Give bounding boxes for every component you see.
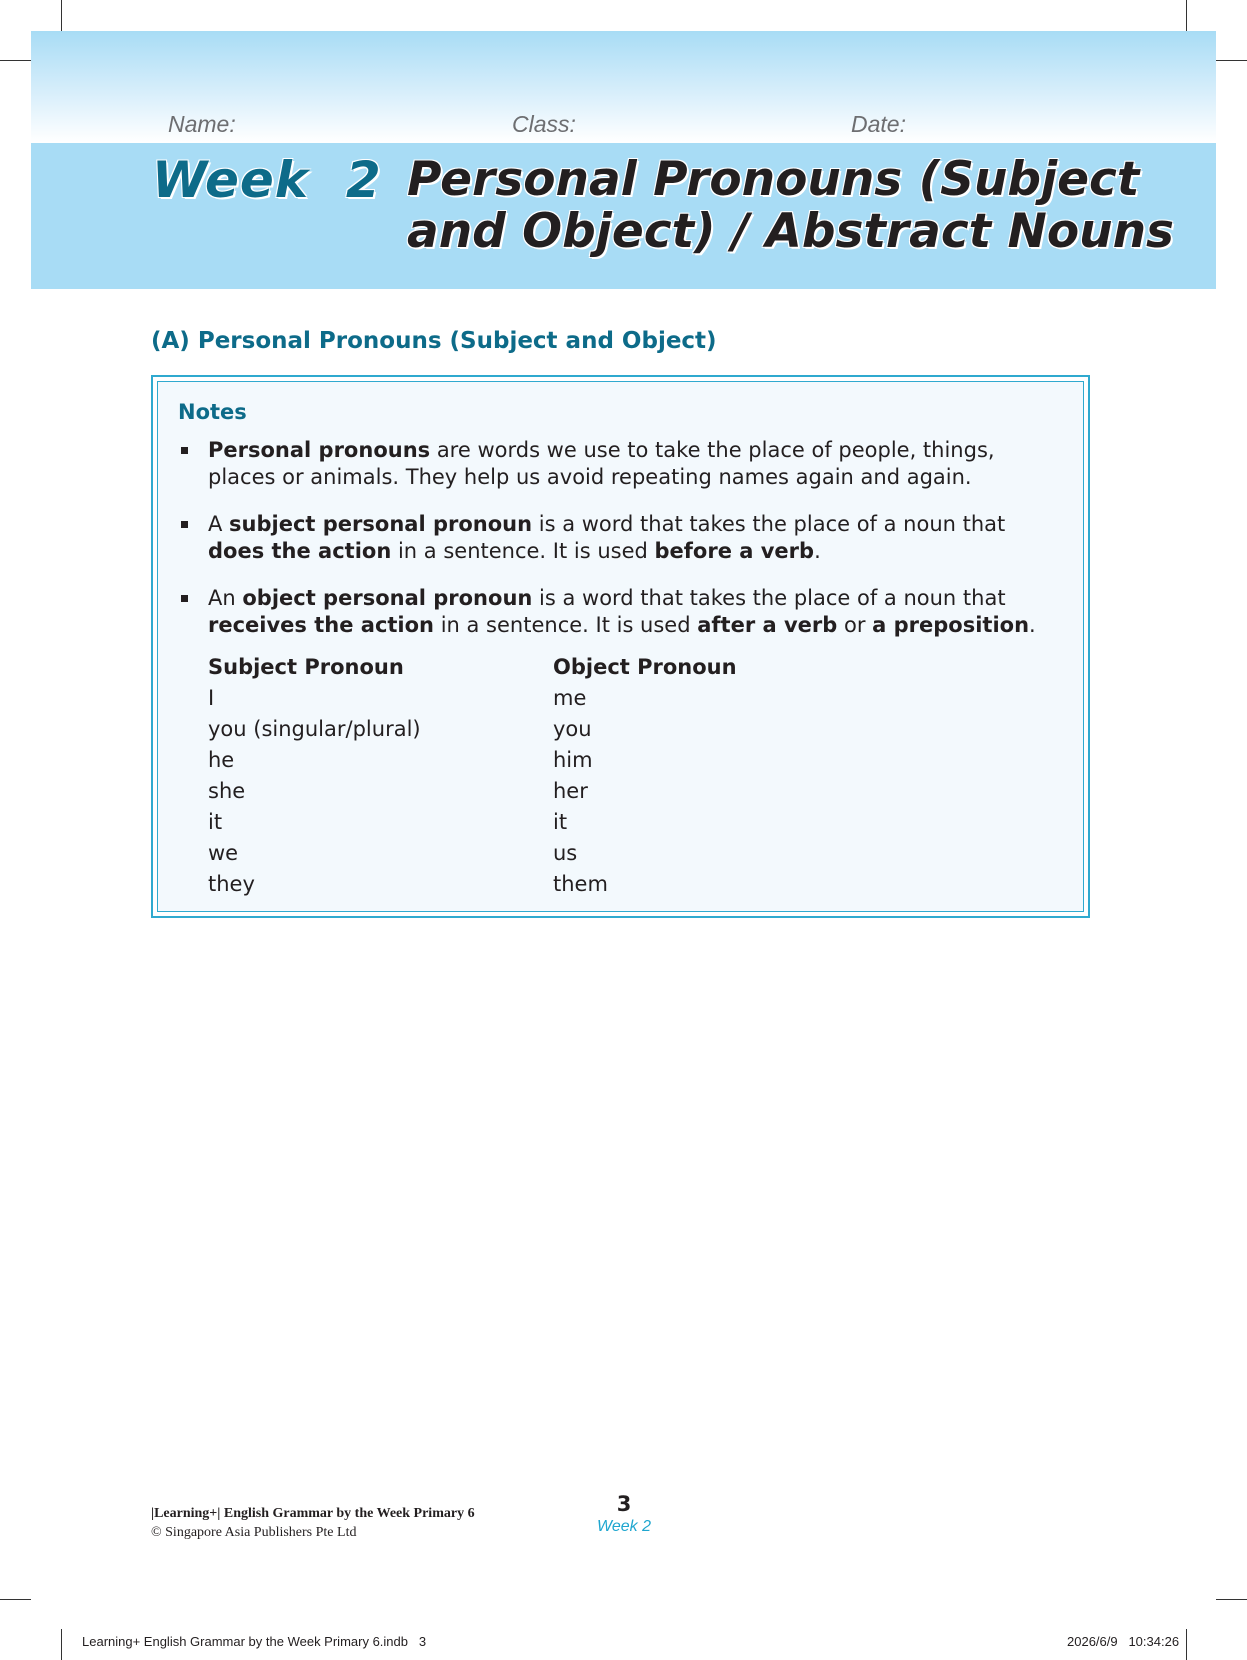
subject-pronoun-header: Subject Pronoun: [208, 655, 404, 679]
subject-pronoun-cell: he: [208, 748, 235, 772]
bold-term: Personal pronouns: [208, 438, 431, 462]
subject-pronoun-cell: I: [208, 686, 215, 710]
object-pronoun-cell: us: [553, 841, 578, 865]
object-pronoun-cell: her: [553, 779, 588, 803]
subject-pronoun-cell: we: [208, 841, 239, 865]
bold-term: subject personal pronoun: [229, 512, 533, 536]
crop-mark: [1216, 1599, 1247, 1600]
plain-text: are words we use to take the place of people, things, places or animals. They help us avoid repeating names again and again.: [208, 438, 995, 489]
plain-text: A: [208, 512, 230, 536]
crop-mark: [61, 1629, 62, 1660]
note-text: [208, 585, 1060, 639]
bullet-square-icon: [181, 521, 188, 528]
footer-week-label: Week 2: [597, 1518, 651, 1535]
plain-text: is a word that takes the place of a noun that: [532, 586, 1006, 610]
title-line-1: Personal Pronouns (Subject: [407, 152, 1140, 207]
subject-pronoun-cell: they: [208, 872, 255, 896]
note-text: [208, 511, 1060, 565]
object-pronoun-cell: you: [553, 717, 592, 741]
bold-term: does the action: [208, 539, 392, 563]
plain-text: .: [1029, 613, 1036, 637]
notes-title: Notes: [178, 400, 247, 424]
bold-term: a preposition: [872, 613, 1030, 637]
subject-pronoun-cell: she: [208, 779, 246, 803]
bullet-square-icon: [181, 447, 188, 454]
bold-term: after a verb: [697, 613, 838, 637]
bold-term: object personal pronoun: [242, 586, 533, 610]
plain-text: .: [814, 539, 821, 563]
footer-copyright: © Singapore Asia Publishers Pte Ltd: [151, 1525, 357, 1540]
crop-mark: [1186, 1629, 1187, 1660]
object-pronoun-cell: them: [553, 872, 608, 896]
bold-term: before a verb: [654, 539, 815, 563]
crop-mark: [1186, 0, 1187, 31]
title-line-2: and Object) / Abstract Nouns: [407, 204, 1175, 259]
plain-text: in a sentence. It is used: [391, 539, 655, 563]
footer-book-title: |Learning+| English Grammar by the Week Primary 6: [151, 1506, 475, 1521]
notes-box: [151, 375, 1090, 918]
crop-mark: [61, 0, 62, 31]
bold-term: receives the action: [208, 613, 435, 637]
object-pronoun-cell: me: [553, 686, 587, 710]
date-label: Date:: [851, 111, 906, 137]
page-title: [407, 154, 1174, 258]
object-pronoun-cell: it: [553, 810, 568, 834]
slug-filename: Learning+ English Grammar by the Week Primary 6.indb 3: [82, 1634, 427, 1649]
bullet-square-icon: [181, 595, 188, 602]
class-label: Class:: [512, 111, 576, 137]
plain-text: in a sentence. It is used: [434, 613, 698, 637]
subject-pronoun-cell: you (singular/plural): [208, 717, 421, 741]
object-pronoun-header: Object Pronoun: [553, 655, 737, 679]
plain-text: is a word that takes the place of a noun that: [532, 512, 1006, 536]
week-label: Week 2: [152, 151, 382, 209]
notes-inner-frame: [157, 381, 1084, 912]
object-pronoun-cell: him: [553, 748, 593, 772]
section-heading: (A) Personal Pronouns (Subject and Object): [151, 328, 717, 354]
crop-mark: [1216, 60, 1247, 61]
plain-text: An: [208, 586, 243, 610]
plain-text: or: [837, 613, 873, 637]
page-number: 3: [616, 1492, 632, 1516]
slug-timestamp: 2026/6/9 10:34:26: [1067, 1634, 1180, 1649]
note-text: [208, 437, 1060, 491]
subject-pronoun-cell: it: [208, 810, 223, 834]
name-label: Name:: [168, 111, 236, 137]
crop-mark: [0, 60, 31, 61]
crop-mark: [0, 1599, 31, 1600]
